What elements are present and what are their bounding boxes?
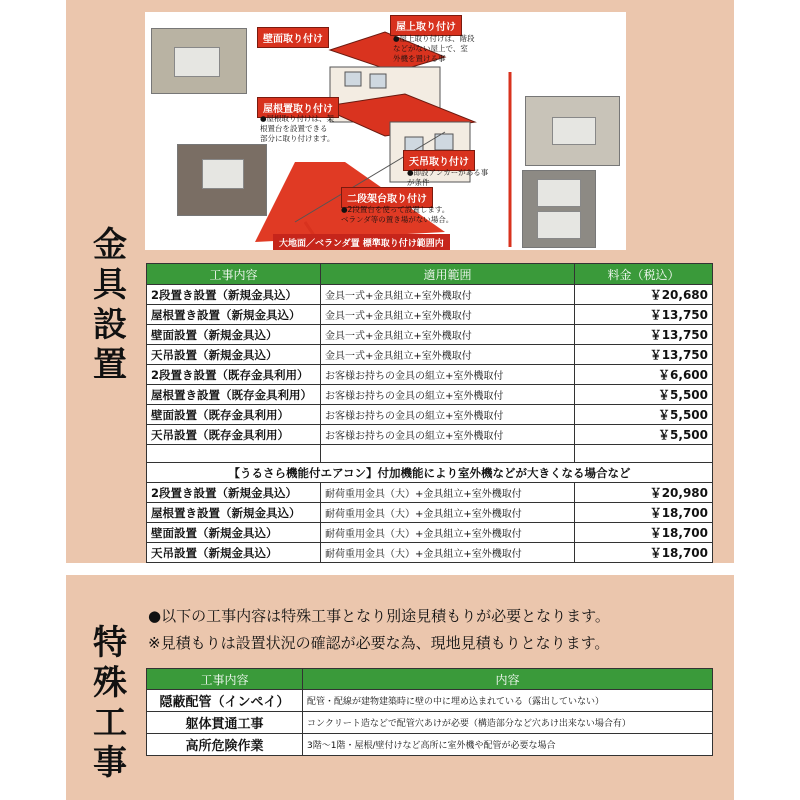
- note-ceiling: ●即設アンカーがある事 が条件: [407, 168, 489, 187]
- table-row: [147, 365, 713, 385]
- table-row: [147, 523, 713, 543]
- table-row: [147, 483, 713, 503]
- table-row: [147, 425, 713, 445]
- row-scope: 金具一式+金具組立+室外機取付: [321, 345, 575, 365]
- special-notice-line1: ●以下の工事内容は特殊工事となり別途見積もりが必要となります。: [148, 607, 610, 625]
- table-header-row: [147, 669, 713, 690]
- row-scope: 耐荷重用金具（大）+金具組立+室外機取付: [321, 483, 575, 503]
- table-row: [147, 405, 713, 425]
- row-name: 隠蔽配管（インペイ）: [147, 690, 303, 712]
- note-roof-slope: ●屋根取り付けは、架 根置台を設置できる 部分に取り付けます。: [260, 114, 335, 143]
- row-content: 配管・配線が建物建築時に壁の中に埋め込まれている（露出していない）: [303, 690, 713, 712]
- row-name: 壁面設置（新規金具込）: [147, 523, 321, 543]
- table-header-row: [147, 264, 713, 285]
- table-row: [147, 345, 713, 365]
- row-scope: お客様お持ちの金具の組立+室外機取付: [321, 405, 575, 425]
- row-content: コンクリート造などで配管穴あけが必要（構造部分など穴あけ出来ない場合有）: [303, 712, 713, 734]
- row-price: ￥18,700: [575, 523, 713, 543]
- table-row: [147, 503, 713, 523]
- row-name: 2段置き設置（新規金具込）: [147, 285, 321, 305]
- row-price: ￥20,980: [575, 483, 713, 503]
- row-scope: 耐荷重用金具（大）+金具組立+室外機取付: [321, 523, 575, 543]
- blank-row: [147, 445, 713, 463]
- special-work-table: [146, 668, 713, 756]
- row-scope: 耐荷重用金具（大）+金具組立+室外機取付: [321, 503, 575, 523]
- row-name: 天吊設置（新規金具込）: [147, 543, 321, 563]
- row-scope: お客様お持ちの金具の組立+室外機取付: [321, 365, 575, 385]
- subheader-text: 【うるさら機能付エアコン】付加機能により室外機などが大きくなる場合など: [147, 463, 713, 483]
- note-two-tier: ●2段置台を使って設置します。 ベランダ等の置き場がない場合。: [341, 205, 454, 224]
- row-price: ￥18,700: [575, 543, 713, 563]
- table-row: [147, 690, 713, 712]
- header-content: 内容: [303, 669, 713, 690]
- row-price: ￥18,700: [575, 503, 713, 523]
- row-price: ￥13,750: [575, 305, 713, 325]
- row-price: ￥5,500: [575, 425, 713, 445]
- callout-roof-slope: 屋根置取り付け: [257, 97, 339, 118]
- note-roof-top: ●屋上取り付けは、階段 などがない屋上で、室 外機を置ける事: [393, 34, 475, 63]
- row-name: 2段置き設置（既存金具利用）: [147, 365, 321, 385]
- table-row: [147, 543, 713, 563]
- row-scope: お客様お持ちの金具の組立+室外機取付: [321, 385, 575, 405]
- row-name: 屋根置き設置（既存金具利用）: [147, 385, 321, 405]
- row-scope: 耐荷重用金具（大）+金具組立+室外機取付: [321, 543, 575, 563]
- row-price: ￥5,500: [575, 405, 713, 425]
- row-name: 天吊設置（新規金具込）: [147, 345, 321, 365]
- row-scope: お客様お持ちの金具の組立+室外機取付: [321, 425, 575, 445]
- callout-ceiling: 天吊取り付け: [403, 150, 475, 171]
- row-content: 3階〜1階・屋根/壁付けなど高所に室外機や配管が必要な場合: [303, 734, 713, 756]
- table-row: [147, 325, 713, 345]
- callout-roof-top: 屋上取り付け: [390, 15, 462, 36]
- table-row: [147, 734, 713, 756]
- table-row: [147, 385, 713, 405]
- row-name: 屋根置き設置（新規金具込）: [147, 305, 321, 325]
- header-scope: 適用範囲: [321, 264, 575, 285]
- row-name: 壁面設置（既存金具利用）: [147, 405, 321, 425]
- section2-title: 特殊工事: [93, 623, 127, 783]
- row-name: 屋根置き設置（新規金具込）: [147, 503, 321, 523]
- table-row: [147, 305, 713, 325]
- row-price: ￥6,600: [575, 365, 713, 385]
- callout-wall: 壁面取り付け: [257, 27, 329, 48]
- table-row: [147, 712, 713, 734]
- row-name: 2段置き設置（新規金具込）: [147, 483, 321, 503]
- table-row: [147, 285, 713, 305]
- section1-title: 金具設置: [93, 225, 127, 385]
- row-price: ￥13,750: [575, 345, 713, 365]
- row-name: 天吊設置（既存金具利用）: [147, 425, 321, 445]
- row-scope: 金具一式+金具組立+室外機取付: [321, 325, 575, 345]
- subheader-row: [147, 463, 713, 483]
- header-work: 工事内容: [147, 264, 321, 285]
- row-name: 躯体貫通工事: [147, 712, 303, 734]
- header-price: 料金（税込）: [575, 264, 713, 285]
- row-price: ￥13,750: [575, 325, 713, 345]
- callout-two-tier: 二段架台取り付け: [341, 187, 433, 208]
- row-scope: 金具一式+金具組立+室外機取付: [321, 305, 575, 325]
- row-name: 壁面設置（新規金具込）: [147, 325, 321, 345]
- row-scope: 金具一式+金具組立+室外機取付: [321, 285, 575, 305]
- row-price: ￥5,500: [575, 385, 713, 405]
- installation-illustration: [145, 12, 626, 250]
- header-work: 工事内容: [147, 669, 303, 690]
- row-name: 高所危険作業: [147, 734, 303, 756]
- row-price: ￥20,680: [575, 285, 713, 305]
- kanagu-price-table: [146, 263, 713, 563]
- standard-range-label: 大地面／ベランダ置 標準取り付け範囲内: [273, 234, 450, 250]
- special-notice-line2: ※見積もりは設置状況の確認が必要な為、現地見積もりとなります。: [148, 634, 610, 652]
